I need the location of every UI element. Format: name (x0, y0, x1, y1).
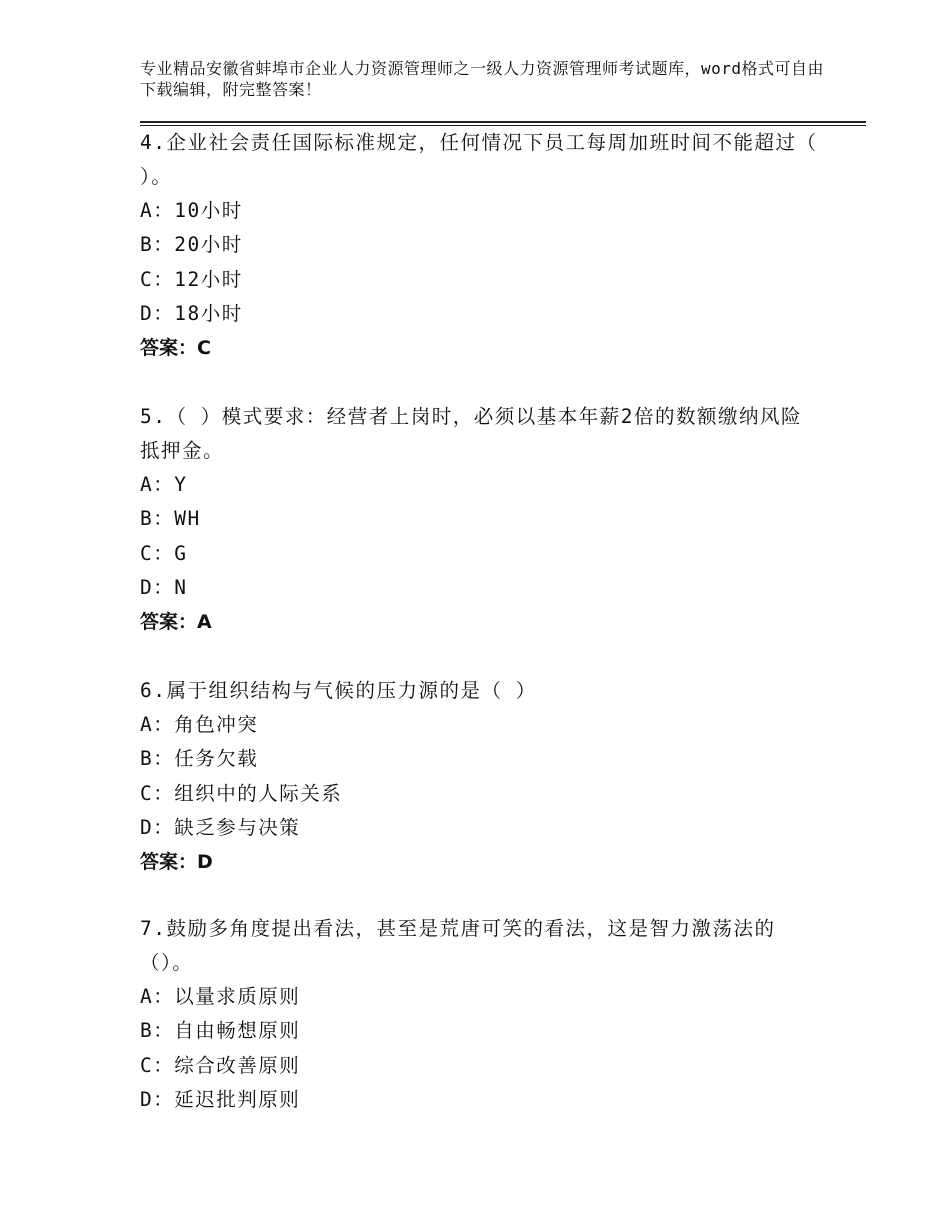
question-6 (140, 674, 820, 879)
option-a: A：Y (140, 473, 188, 496)
option-d: D：N (140, 575, 188, 599)
question-4 (140, 126, 820, 365)
question-stem: 5.（ ）模式要求：经营者上岗时，必须以基本年薪2倍的数额缴纳风险抵押金。 (140, 405, 802, 462)
question-stem: 7.鼓励多角度提出看法，甚至是荒唐可笑的看法，这是智力激荡法的（）。 (140, 917, 776, 974)
option-a: A：角色冲突 (140, 713, 259, 736)
option-c: C：组织中的人际关系 (140, 781, 343, 805)
option-b: B：自由畅想原则 (140, 1019, 301, 1043)
option-c: C：12小时 (140, 267, 243, 291)
option-a: A：以量求质原则 (140, 985, 301, 1008)
option-b: B：任务欠载 (140, 747, 259, 771)
header-title: 专业精品安徽省蚌埠市企业人力资源管理师之一级人力资源管理师考试题库，word格式可自由下载编辑，附完整答案！ (140, 59, 825, 99)
option-c: C：G (140, 541, 188, 565)
question-7 (140, 912, 820, 1117)
option-a: A：10小时 (140, 199, 243, 222)
option-b: B：WH (140, 507, 201, 531)
option-d: D：缺乏参与决策 (140, 815, 301, 839)
question-stem: 4.企业社会责任国际标准规定，任何情况下员工每周加班时间不能超过（ ）。 (140, 131, 818, 188)
answer-label: 答案：C (140, 337, 211, 360)
question-5 (140, 400, 820, 639)
option-b: B：20小时 (140, 233, 243, 257)
option-c: C：综合改善原则 (140, 1053, 301, 1077)
option-d: D：18小时 (140, 301, 243, 325)
answer-label: 答案：D (140, 851, 213, 874)
header-divider-thick (140, 121, 866, 123)
question-stem: 6.属于组织结构与气候的压力源的是（ ） (140, 679, 537, 702)
answer-label: 答案：A (140, 611, 212, 634)
document-header (140, 58, 830, 100)
option-d: D：延迟批判原则 (140, 1087, 301, 1111)
